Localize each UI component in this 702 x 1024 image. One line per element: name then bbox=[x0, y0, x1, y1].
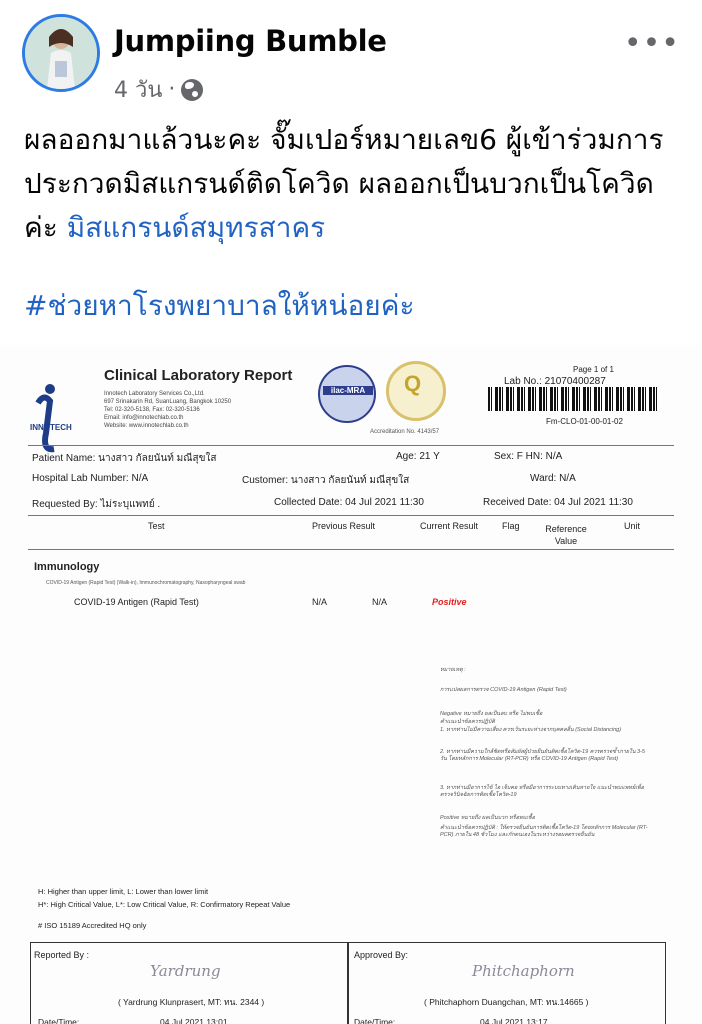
lab-report-image[interactable] bbox=[0, 345, 702, 1024]
avatar[interactable] bbox=[22, 14, 100, 92]
interpretation-item: 2. หากท่านมีความใกล้ชิดหรือสัมผัสผู้ป่วยยืนยันติดเชื้อโควิด-19 ควรตรวจซ้ำภายใน 3-5 วัน โดยหลักการ Molecular (RT-PCR) หรือ COVID-19 Antigen (Rapid Test) bbox=[440, 749, 645, 762]
current-result: N/A bbox=[372, 597, 388, 607]
iso-note: # ISO 15189 Accredited HQ only bbox=[38, 921, 147, 930]
approved-datetime: 04 Jul 2021 13:17 bbox=[480, 1017, 548, 1024]
divider bbox=[28, 549, 674, 550]
more-options-icon[interactable]: ••• bbox=[623, 26, 680, 61]
patient-name: Patient Name: นางสาว กัลยนันท์ มณีสุขใส bbox=[32, 453, 217, 464]
previous-result: N/A bbox=[312, 597, 328, 607]
post-body: ผลออกมาแล้วนะคะ จั๊มเปอร์หมายเลข6 ผู้เข้าร่วมการประกวดมิสแกรนด์ติดโควิด ผลออกเป็นบวกเป็นโควิดค่ะ bbox=[24, 123, 664, 244]
section-immunology: Immunology bbox=[34, 561, 100, 573]
requested-by: Requested By: ไม่ระบุแพทย์ . bbox=[32, 499, 161, 510]
test-method: COVID-19 Antigen (Rapid Test) (Walk-in), Immunochromatography, Nasopharyngeal swab bbox=[46, 580, 246, 586]
innotech-logo-icon bbox=[30, 373, 100, 463]
patient-sex-hn: Sex: F HN: N/A bbox=[494, 451, 563, 462]
post-time[interactable]: 4 วัน bbox=[114, 78, 163, 103]
col-test: Test bbox=[148, 521, 165, 531]
interpretation-negative: Negative หมายถึง ผลเป็นลบ หรือ ไม่พบเชื้อ bbox=[440, 711, 543, 717]
reported-datetime-label: Date/Time: bbox=[38, 1017, 80, 1024]
interpretation-advice: คำแนะนำข้อควรปฏิบัติ bbox=[440, 719, 495, 725]
reported-datetime: 04 Jul 2021 13:01 bbox=[160, 1017, 228, 1024]
ward: Ward: N/A bbox=[530, 473, 576, 484]
interpretation-title: การแปลผลการตรวจ COVID-19 Antigen (Rapid Test) bbox=[440, 687, 567, 693]
lab-address bbox=[104, 390, 231, 430]
col-current: Current Result bbox=[420, 521, 479, 531]
report-title: Clinical Laboratory Report bbox=[104, 367, 293, 384]
col-reference: Reference Value bbox=[545, 524, 587, 546]
legend-line-2: H*: High Critical Value, L*: Low Critical Value, R: Confirmatory Repeat Value bbox=[38, 900, 291, 909]
lab-number: Lab No.: 21070400287 bbox=[504, 376, 606, 387]
address-line: Innotech Laboratory Services Co.,Ltd. bbox=[104, 391, 205, 397]
hospital-lab-number: Hospital Lab Number: N/A bbox=[32, 473, 149, 484]
reported-by-name: ( Yardrung Klunprasert, MT: ทน. 2344 ) bbox=[118, 997, 265, 1007]
received-date: Received Date: 04 Jul 2021 11:30 bbox=[483, 497, 633, 508]
avatar-photo-icon bbox=[25, 17, 97, 89]
interpretation-note: หมายเหตุ : bbox=[440, 667, 466, 673]
patient-age: Age: 21 Y bbox=[396, 451, 440, 462]
approved-datetime-label: Date/Time: bbox=[354, 1017, 396, 1024]
post-meta bbox=[114, 72, 203, 107]
accreditation-no: Accreditation No. 4143/57 bbox=[370, 429, 440, 435]
address-line: Website: www.innotechlab.co.th bbox=[104, 423, 189, 429]
approved-by-name: ( Phitchaphorn Duangchan, MT: ทน.14665 ) bbox=[424, 997, 589, 1007]
result-flag-positive: Positive bbox=[432, 597, 467, 607]
address-line: 697 Srinakarin Rd, SuanLuang, Bangkok 10250 bbox=[104, 399, 232, 405]
form-number: Fm-CLO-01-00-01-02 bbox=[546, 417, 623, 426]
col-previous: Previous Result bbox=[312, 521, 376, 531]
hashtag-link[interactable]: #ช่วยหาโรงพยาบาลให้หน่อยค่ะ bbox=[24, 289, 415, 322]
page-link[interactable]: มิสแกรนด์สมุทรสาคร bbox=[66, 211, 326, 244]
interpretation-positive-advice: คำแนะนำข้อควรปฏิบัติ : ให้ตรวจยืนยันการติดเชื้อโควิด-19 โดยหลักการ Molecular (RT-PCR) ภายใน 48 ชั่วโมง และกักตนเองในระหว่างรอผลตรวจยืนยัน bbox=[440, 825, 648, 838]
address-line: Email: info@innotechlab.co.th bbox=[104, 415, 184, 421]
approved-by-label: Approved By: bbox=[354, 950, 409, 960]
col-flag: Flag bbox=[502, 521, 520, 531]
interpretation-item: 1. หากท่านไม่มีความเสี่ยง ควรเว้นระยะห่างจากบุคคลอื่น (Social Distancing) bbox=[440, 727, 622, 733]
quality-seal-q: Q bbox=[404, 371, 422, 396]
post-header bbox=[0, 0, 702, 103]
col-unit: Unit bbox=[624, 521, 641, 531]
author-name[interactable]: Jumpiing Bumble bbox=[114, 24, 387, 58]
approved-signature: Phitchaphorn bbox=[472, 962, 575, 980]
divider bbox=[28, 515, 674, 516]
interpretation-item: 3. หากท่านมีอาการไข้ ไอ เจ็บคอ หรือมีอาการระบบทางเดินหายใจ แนะนำพบแพทย์เพื่อตรวจวินิจฉัยการติดเชื้อโควิด-19 bbox=[440, 785, 644, 798]
customer: Customer: นางสาว กัลยนันท์ มณีสุขใส bbox=[242, 475, 410, 486]
post-text bbox=[24, 118, 684, 250]
legend-line-1: H: Higher than upper limit, L: Lower than lower limit bbox=[38, 887, 209, 896]
divider bbox=[28, 445, 674, 446]
page-count: Page 1 of 1 bbox=[573, 365, 614, 374]
logo-text: INNOTECH bbox=[30, 423, 72, 432]
reported-signature: Yardrung bbox=[150, 962, 221, 980]
test-name: COVID-19 Antigen (Rapid Test) bbox=[74, 597, 199, 607]
collected-date: Collected Date: 04 Jul 2021 11:30 bbox=[274, 497, 424, 508]
address-line: Tel: 02-320-5138, Fax: 02-320-5136 bbox=[104, 407, 200, 413]
barcode-icon bbox=[488, 387, 658, 411]
meta-separator: · bbox=[168, 77, 176, 102]
reported-by-label: Reported By : bbox=[34, 950, 90, 960]
globe-icon bbox=[181, 79, 203, 101]
ilac-text: ilac-MRA bbox=[323, 386, 373, 395]
interpretation-positive: Positive หมายถึง ผลเป็นบวก หรือพบเชื้อ bbox=[440, 815, 535, 821]
